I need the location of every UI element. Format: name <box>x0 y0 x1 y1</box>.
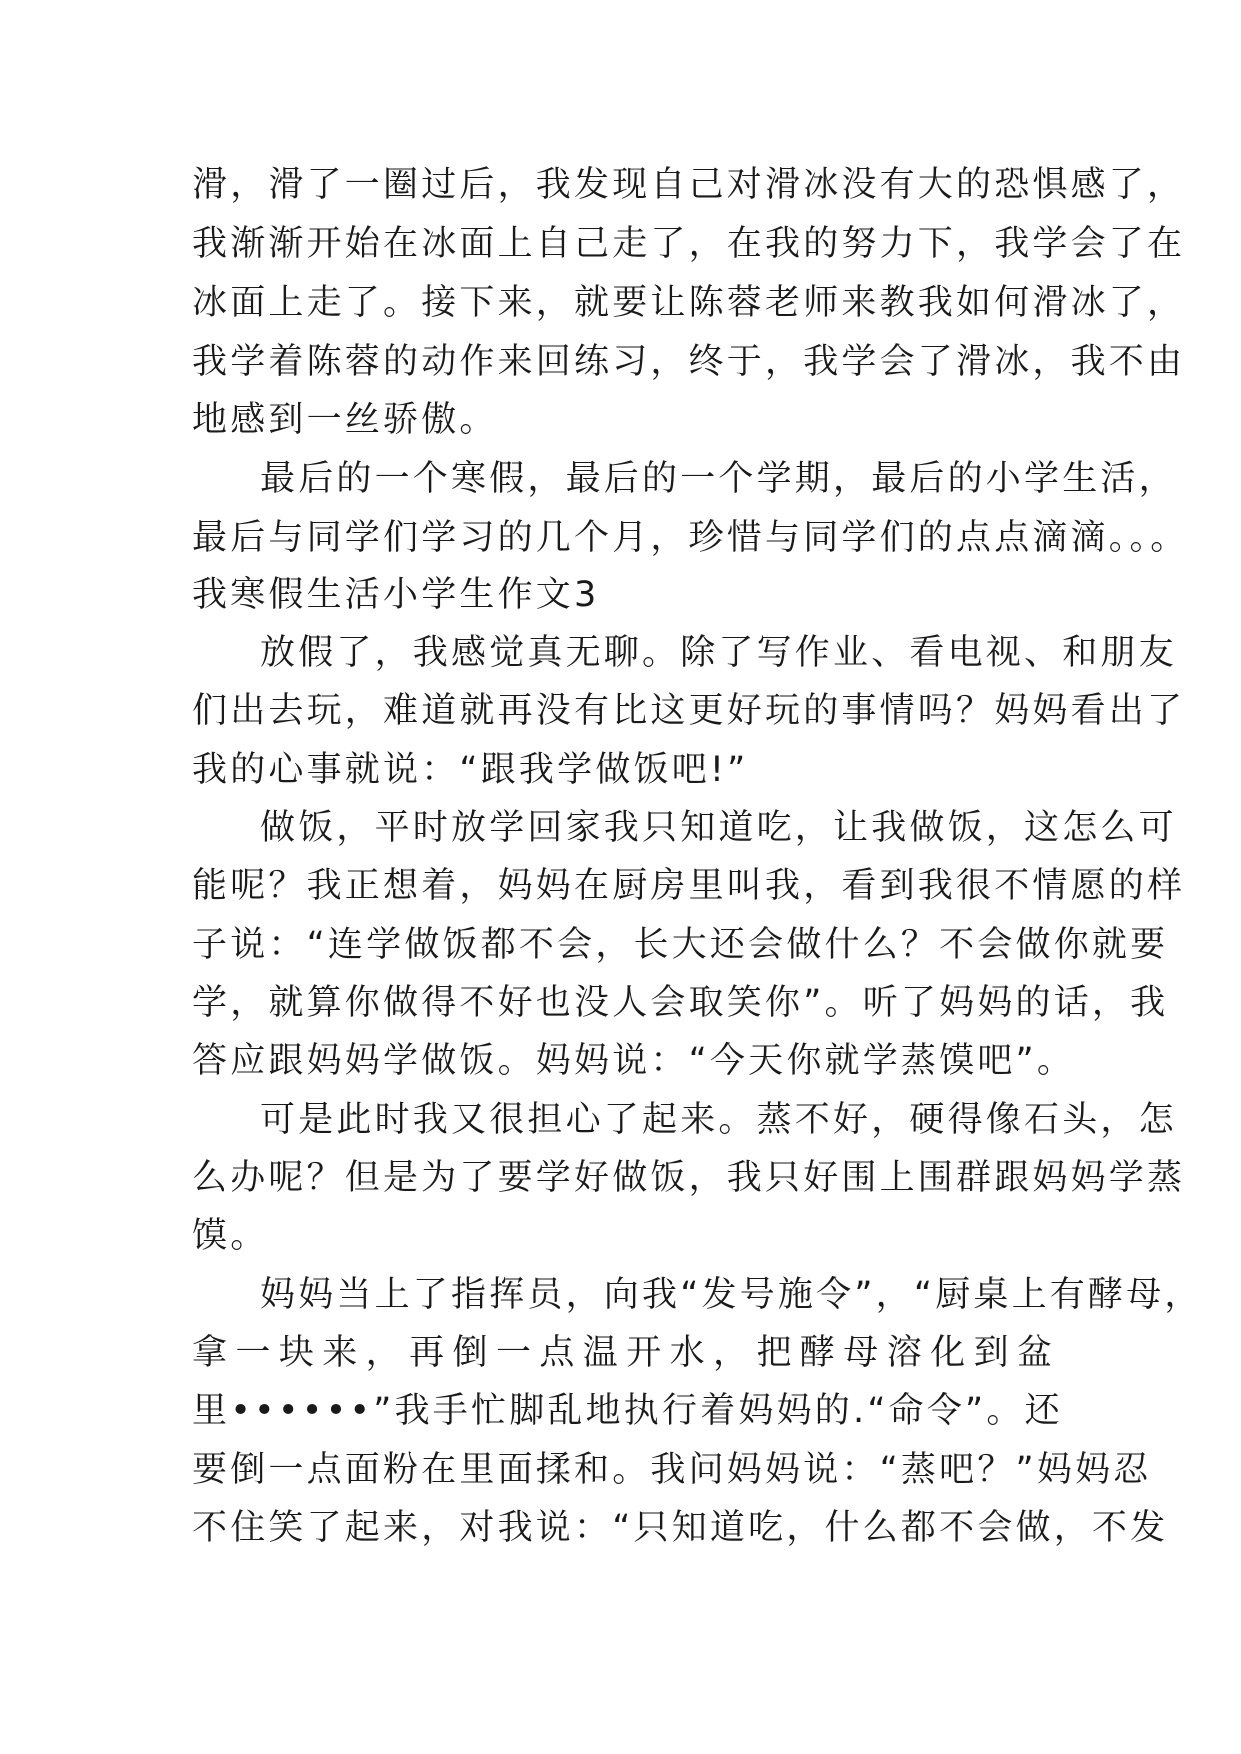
text-line: 冰面上走了。接下来，就要让陈蓉老师来教我如何滑冰了， <box>192 283 1186 323</box>
text-line: 们出去玩，难道就再没有比这更好玩的事情吗？妈妈看出了 <box>192 691 1186 731</box>
section-heading: 我寒假生活小学生作文3 <box>192 575 600 615</box>
text-line: 么办呢？但是为了要学好做饭，我只好围上围群跟妈妈学蒸 <box>192 1158 1186 1198</box>
text-line: 子说：“连学做饭都不会，长大还会做什么？不会做你就要 <box>192 925 1169 965</box>
text-line: 最后与同学们学习的几个月，珍惜与同学们的点点滴滴。。。 <box>192 518 1189 558</box>
text-line: 馍。 <box>192 1216 269 1256</box>
text-line: 不住笑了起来，对我说：“只知道吃，什么都不会做，不发 <box>192 1508 1169 1548</box>
text-line: 我学着陈蓉的动作来回练习，终于，我学会了滑冰，我不由 <box>192 342 1186 382</box>
paragraph-first-line: 最后的一个寒假，最后的一个学期，最后的小学生活， <box>260 459 1177 499</box>
text-line: 拿一块来，再倒一点温开水，把酵母溶化到盆 <box>192 1333 1052 1373</box>
text-line: 能呢？我正想着，妈妈在厨房里叫我，看到我很不情愿的样 <box>192 866 1186 906</box>
text-line: 地感到一丝骄傲。 <box>192 400 498 440</box>
paragraph-first-line: 放假了，我感觉真无聊。除了写作业、看电视、和朋友 <box>260 633 1177 673</box>
paragraph-first-line: 可是此时我又很担心了起来。蒸不好，硬得像石头，怎 <box>260 1100 1177 1140</box>
text-line: 里••••••”我手忙脚乱地执行着妈妈的.“命令”。还 <box>192 1391 1063 1431</box>
text-line: 我的心事就说：“跟我学做饭吧!” <box>192 750 749 790</box>
text-line: 要倒一点面粉在里面揉和。我问妈妈说：“蒸吧？”妈妈忍 <box>192 1450 1152 1490</box>
paragraph-first-line: 妈妈当上了指挥员，向我“发号施令”，“厨桌上有酵母， <box>260 1275 1203 1315</box>
text-line: 答应跟妈妈学做饭。妈妈说：“今天你就学蒸馍吧”。 <box>192 1041 1076 1081</box>
paragraph-first-line: 做饭，平时放学回家我只知道吃，让我做饭，这怎么可 <box>260 808 1177 848</box>
text-line: 学，就算你做得不好也没人会取笑你”。听了妈妈的话，我 <box>192 983 1169 1023</box>
text-line: 滑，滑了一圈过后，我发现自己对滑冰没有大的恐惧感了， <box>192 165 1186 205</box>
text-line: 我渐渐开始在冰面上自己走了，在我的努力下，我学会了在 <box>192 224 1186 264</box>
